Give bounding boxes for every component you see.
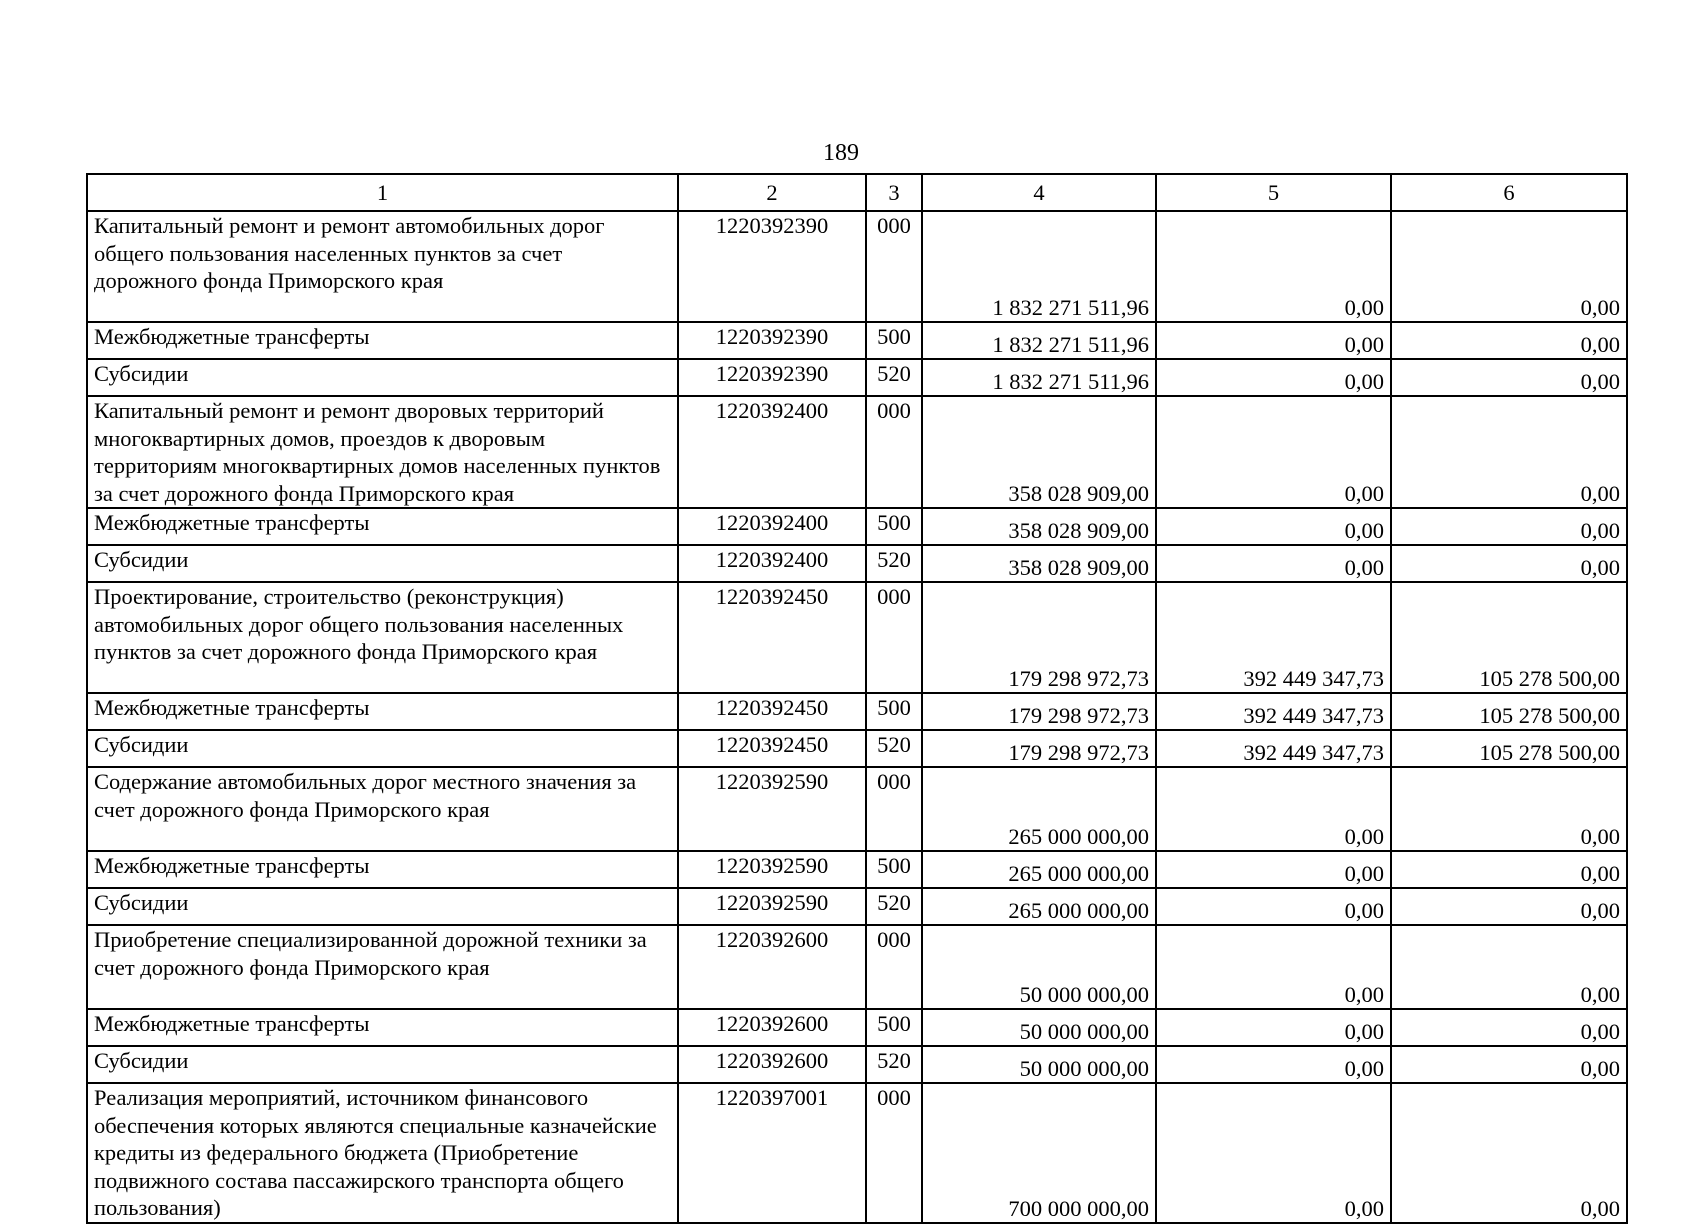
- row-value-6: 0,00: [1391, 767, 1627, 851]
- row-code: 1220392600: [678, 925, 866, 1009]
- row-name: Межбюджетные трансферты: [87, 1009, 678, 1046]
- row-type: 000: [866, 925, 922, 1009]
- row-type: 520: [866, 545, 922, 582]
- row-name: Капитальный ремонт и ремонт автомобильных дорог общего пользования населенных пунктов за счет дорожного фонда Приморского края: [87, 211, 678, 322]
- row-value-6: 0,00: [1391, 1083, 1627, 1223]
- row-code: 1220392400: [678, 545, 866, 582]
- row-value-6: 0,00: [1391, 359, 1627, 396]
- row-type: 520: [866, 730, 922, 767]
- row-code: 1220392450: [678, 693, 866, 730]
- row-type: 500: [866, 851, 922, 888]
- row-value-6: 105 278 500,00: [1391, 730, 1627, 767]
- row-name: Субсидии: [87, 888, 678, 925]
- row-name: Субсидии: [87, 545, 678, 582]
- table-row: [87, 693, 1627, 730]
- row-code: 1220392400: [678, 508, 866, 545]
- row-value-4: 179 298 972,73: [922, 730, 1156, 767]
- row-value-4: 179 298 972,73: [922, 582, 1156, 693]
- row-value-4: 358 028 909,00: [922, 508, 1156, 545]
- row-value-5: 0,00: [1156, 545, 1391, 582]
- column-header: 4: [922, 174, 1156, 211]
- row-name: Межбюджетные трансферты: [87, 322, 678, 359]
- column-header: 1: [87, 174, 678, 211]
- row-value-4: 179 298 972,73: [922, 693, 1156, 730]
- row-type: 500: [866, 508, 922, 545]
- row-value-5: 392 449 347,73: [1156, 693, 1391, 730]
- row-value-4: 265 000 000,00: [922, 851, 1156, 888]
- row-value-4: 1 832 271 511,96: [922, 211, 1156, 322]
- row-value-6: 105 278 500,00: [1391, 582, 1627, 693]
- row-code: 1220392390: [678, 322, 866, 359]
- row-value-5: 392 449 347,73: [1156, 730, 1391, 767]
- row-code: 1220392390: [678, 211, 866, 322]
- row-value-5: 0,00: [1156, 1046, 1391, 1083]
- table-row: [87, 508, 1627, 545]
- row-type: 000: [866, 1083, 922, 1223]
- row-value-6: 0,00: [1391, 888, 1627, 925]
- row-value-6: 105 278 500,00: [1391, 693, 1627, 730]
- row-value-4: 50 000 000,00: [922, 925, 1156, 1009]
- row-type: 000: [866, 767, 922, 851]
- table-header-row: [87, 174, 1627, 211]
- row-code: 1220392450: [678, 582, 866, 693]
- row-value-4: 265 000 000,00: [922, 888, 1156, 925]
- row-name: Реализация мероприятий, источником финансового обеспечения которых являются специальные казначейские кредиты из федерального бюджета (Приобретение подвижного состава пассажирского транспорта общего пользования): [87, 1083, 678, 1223]
- row-value-6: 0,00: [1391, 211, 1627, 322]
- row-value-4: 265 000 000,00: [922, 767, 1156, 851]
- row-value-5: 0,00: [1156, 767, 1391, 851]
- row-value-4: 1 832 271 511,96: [922, 322, 1156, 359]
- row-value-6: 0,00: [1391, 851, 1627, 888]
- table-row: [87, 1009, 1627, 1046]
- row-value-4: 50 000 000,00: [922, 1046, 1156, 1083]
- row-value-4: 700 000 000,00: [922, 1083, 1156, 1223]
- row-value-5: 0,00: [1156, 211, 1391, 322]
- row-value-6: 0,00: [1391, 396, 1627, 508]
- column-header: 6: [1391, 174, 1627, 211]
- row-code: 1220397001: [678, 1083, 866, 1223]
- row-name: Субсидии: [87, 359, 678, 396]
- row-type: 500: [866, 693, 922, 730]
- row-name: Межбюджетные трансферты: [87, 851, 678, 888]
- column-header: 5: [1156, 174, 1391, 211]
- column-header: 2: [678, 174, 866, 211]
- table-row: [87, 359, 1627, 396]
- row-value-6: 0,00: [1391, 1046, 1627, 1083]
- table-row: [87, 730, 1627, 767]
- row-name: Проектирование, строительство (реконструкция) автомобильных дорог общего пользования населенных пунктов за счет дорожного фонда Приморского края: [87, 582, 678, 693]
- column-header: 3: [866, 174, 922, 211]
- row-code: 1220392590: [678, 851, 866, 888]
- row-value-4: 358 028 909,00: [922, 545, 1156, 582]
- row-code: 1220392400: [678, 396, 866, 508]
- budget-table: [86, 173, 1628, 1224]
- row-code: 1220392450: [678, 730, 866, 767]
- row-code: 1220392600: [678, 1046, 866, 1083]
- row-type: 520: [866, 359, 922, 396]
- row-name: Субсидии: [87, 730, 678, 767]
- row-value-5: 0,00: [1156, 322, 1391, 359]
- row-value-6: 0,00: [1391, 545, 1627, 582]
- row-type: 000: [866, 582, 922, 693]
- row-value-5: 0,00: [1156, 888, 1391, 925]
- table-row: [87, 396, 1627, 508]
- row-value-5: 0,00: [1156, 851, 1391, 888]
- row-value-5: 0,00: [1156, 359, 1391, 396]
- row-value-5: 0,00: [1156, 1083, 1391, 1223]
- table-row: [87, 925, 1627, 1009]
- row-name: Межбюджетные трансферты: [87, 693, 678, 730]
- table-row: [87, 1083, 1627, 1223]
- table-row: [87, 545, 1627, 582]
- row-name: Приобретение специализированной дорожной техники за счет дорожного фонда Приморского края: [87, 925, 678, 1009]
- table-row: [87, 888, 1627, 925]
- row-name: Субсидии: [87, 1046, 678, 1083]
- row-code: 1220392590: [678, 767, 866, 851]
- row-value-4: 50 000 000,00: [922, 1009, 1156, 1046]
- table-row: [87, 582, 1627, 693]
- table-row: [87, 211, 1627, 322]
- row-value-5: 0,00: [1156, 1009, 1391, 1046]
- row-name: Межбюджетные трансферты: [87, 508, 678, 545]
- table-row: [87, 1046, 1627, 1083]
- row-type: 000: [866, 211, 922, 322]
- row-value-4: 1 832 271 511,96: [922, 359, 1156, 396]
- page-number: 189: [823, 140, 859, 166]
- row-value-5: 0,00: [1156, 396, 1391, 508]
- row-value-6: 0,00: [1391, 1009, 1627, 1046]
- row-type: 000: [866, 396, 922, 508]
- table-row: [87, 767, 1627, 851]
- row-value-6: 0,00: [1391, 508, 1627, 545]
- row-value-5: 0,00: [1156, 925, 1391, 1009]
- row-value-6: 0,00: [1391, 925, 1627, 1009]
- row-name: Капитальный ремонт и ремонт дворовых территорий многоквартирных домов, проездов к дворовым территориям многоквартирных домов населенных пунктов за счет дорожного фонда Приморского края: [87, 396, 678, 508]
- row-code: 1220392600: [678, 1009, 866, 1046]
- table-row: [87, 851, 1627, 888]
- row-type: 520: [866, 888, 922, 925]
- row-code: 1220392590: [678, 888, 866, 925]
- row-name: Содержание автомобильных дорог местного значения за счет дорожного фонда Приморского края: [87, 767, 678, 851]
- table-row: [87, 322, 1627, 359]
- row-value-6: 0,00: [1391, 322, 1627, 359]
- row-code: 1220392390: [678, 359, 866, 396]
- row-value-4: 358 028 909,00: [922, 396, 1156, 508]
- row-type: 520: [866, 1046, 922, 1083]
- row-value-5: 392 449 347,73: [1156, 582, 1391, 693]
- row-value-5: 0,00: [1156, 508, 1391, 545]
- row-type: 500: [866, 322, 922, 359]
- row-type: 500: [866, 1009, 922, 1046]
